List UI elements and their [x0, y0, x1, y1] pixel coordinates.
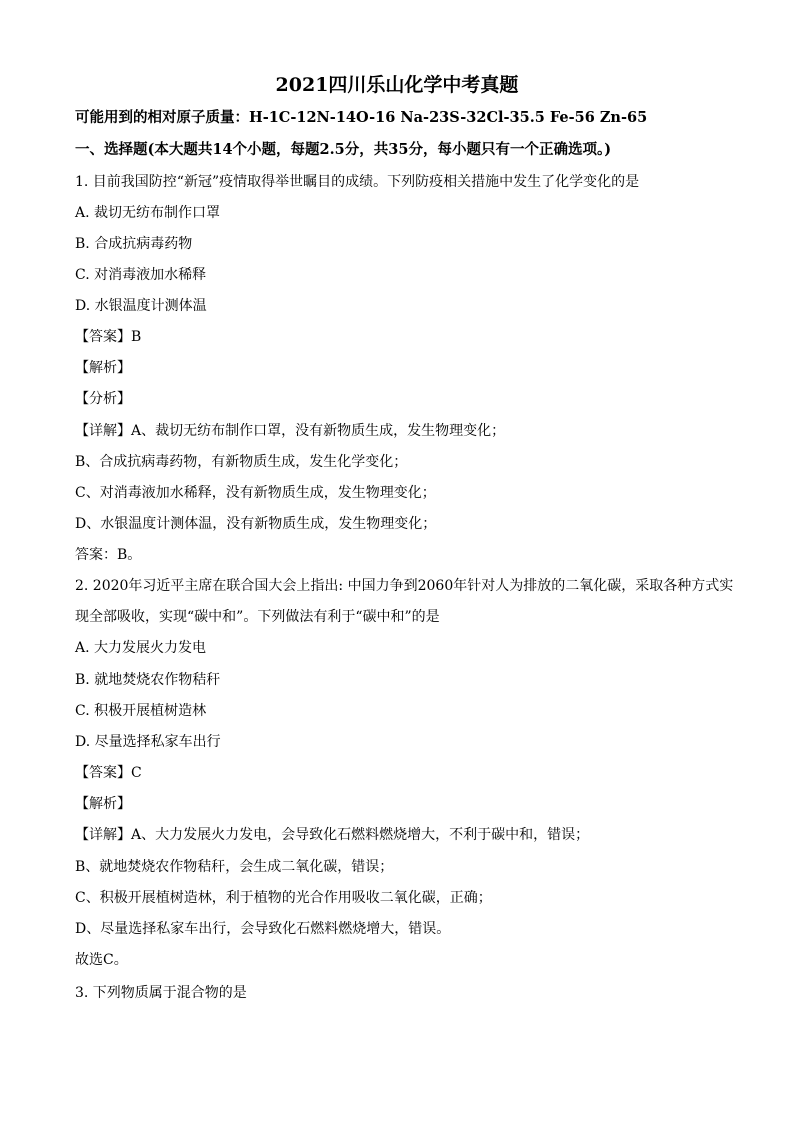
q2-detail-a: 【详解】A、大力发展火力发电，会导致化石燃料燃烧增大，不利于碳中和，错误； — [75, 827, 590, 843]
q1-option-a: A. 裁切无纺布制作口罩 — [75, 205, 221, 221]
q2-detail-d: D、尽量选择私家车出行，会导致化石燃料燃烧增大，错误。 — [75, 921, 451, 937]
section-header: 一、选择题(本大题共14个小题，每题2.5分，共35分，每小题只有一个正确选项。) — [75, 141, 612, 158]
document-title: 2021四川乐山化学中考真题 — [275, 74, 519, 96]
q2-detail-c: C、积极开展植树造林，利于植物的光合作用吸收二氧化碳，正确； — [75, 890, 492, 906]
question-2-stem-line-1: 2. 2020年习近平主席在联合国大会上指出: 中国力争到2060年针对人为排放的二氧化碳，采取各种方式实 — [75, 578, 734, 594]
q2-option-c: C. 积极开展植树造林 — [75, 703, 207, 719]
q1-detail-a: 【详解】A、裁切无纺布制作口罩，没有新物质生成，发生物理变化； — [75, 423, 506, 439]
question-2-stem-line-2: 现全部吸收，实现“碳中和”。下列做法有利于“碳中和”的是 — [75, 609, 440, 625]
q1-conclusion: 答案：B。 — [75, 547, 142, 563]
q1-fenxi-label: 【分析】 — [75, 391, 131, 407]
q2-option-b: B. 就地焚烧农作物秸秆 — [75, 672, 221, 688]
q1-jiexi-label: 【解析】 — [75, 360, 131, 376]
q2-option-d: D. 尽量选择私家车出行 — [75, 734, 221, 750]
question-1-stem: 1. 目前我国防控“新冠”疫情取得举世瞩目的成绩。下列防疫相关措施中发生了化学变化的是 — [75, 174, 640, 190]
q1-detail-b: B、合成抗病毒药物，有新物质生成，发生化学变化； — [75, 454, 408, 470]
q1-answer: 【答案】B — [75, 329, 142, 345]
q2-option-a: A. 大力发展火力发电 — [75, 640, 207, 656]
q2-conclusion: 故选C。 — [75, 952, 128, 968]
q2-jiexi-label: 【解析】 — [75, 796, 131, 812]
q2-answer: 【答案】C — [75, 765, 142, 781]
q1-detail-c: C、对消毒液加水稀释，没有新物质生成，发生物理变化； — [75, 485, 436, 501]
q1-option-c: C. 对消毒液加水稀释 — [75, 267, 207, 283]
q1-option-d: D. 水银温度计测体温 — [75, 298, 207, 314]
q2-detail-b: B、就地焚烧农作物秸秆，会生成二氧化碳，错误； — [75, 859, 394, 875]
q1-detail-d: D、水银温度计测体温，没有新物质生成，发生物理变化； — [75, 516, 437, 532]
q1-option-b: B. 合成抗病毒药物 — [75, 236, 193, 252]
question-3-stem: 3. 下列物质属于混合物的是 — [75, 985, 247, 1001]
atomic-masses-line: 可能用到的相对原子质量：H-1C-12N-14O-16 Na-23S-32Cl-35.5 Fe-56 Zn-65 — [75, 109, 648, 126]
